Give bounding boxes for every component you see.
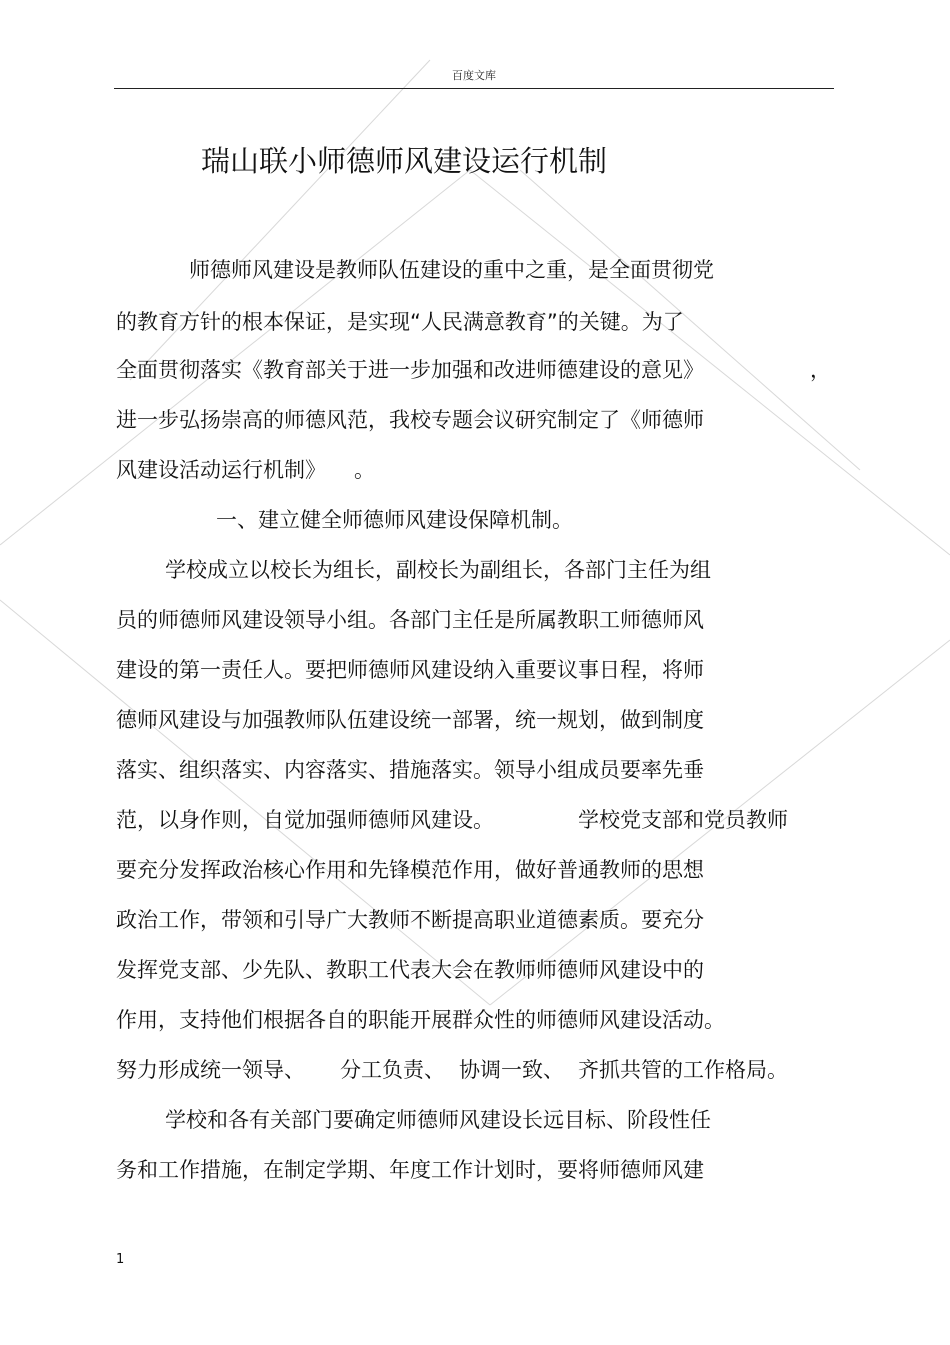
body-line-5: 风建设活动运行机制》 xyxy=(116,458,326,482)
body-line-13: 政治工作，带领和引导广大教师不断提高职业道德素质。要充分 xyxy=(116,908,704,932)
body-line-3: 全面贯彻落实《教育部关于进一步加强和改进师德建设的意见》 xyxy=(116,358,704,382)
section-heading-1: 一、建立健全师德师风建设保障机制。 xyxy=(216,508,573,532)
page-number: 1 xyxy=(116,1252,125,1267)
body-line-16: 努力形成统一领导、 xyxy=(116,1058,305,1082)
body-line-8: 建设的第一责任人。要把师德师风建设纳入重要议事日程，将师 xyxy=(116,658,704,682)
body-line-9: 德师风建设与加强教师队伍建设统一部署，统一规划，做到制度 xyxy=(116,708,704,732)
body-line-11-continuation: 学校党支部和党员教师 xyxy=(578,808,788,832)
body-line-10: 落实、组织落实、内容落实、措施落实。领导小组成员要率先垂 xyxy=(116,758,704,782)
body-line-16-part-4: 齐抓共管的工作格局。 xyxy=(578,1058,788,1082)
body-line-11: 范，以身作则，自觉加强师德师风建设。 xyxy=(116,808,494,832)
header-source-label: 百度文库 xyxy=(452,69,496,82)
body-line-6: 学校成立以校长为组长，副校长为副组长，各部门主任为组 xyxy=(165,558,711,582)
body-line-2: 的教育方针的根本保证，是实现“人民满意教育”的关键。为了 xyxy=(116,310,684,334)
body-line-15: 作用，支持他们根据各自的职能开展群众性的师德师风建设活动。 xyxy=(116,1008,725,1032)
body-line-14: 发挥党支部、少先队、教职工代表大会在教师师德师风建设中的 xyxy=(116,958,704,982)
body-line-12: 要充分发挥政治核心作用和先锋模范作用，做好普通教师的思想 xyxy=(116,858,704,882)
body-line-1: 师德师风建设是教师队伍建设的重中之重，是全面贯彻党 xyxy=(189,258,714,282)
body-line-18: 务和工作措施，在制定学期、年度工作计划时，要将师德师风建 xyxy=(116,1158,704,1182)
body-line-16-part-2: 分工负责、 xyxy=(340,1058,445,1082)
body-line-3-comma: ， xyxy=(810,358,831,382)
body-line-7: 员的师德师风建设领导小组。各部门主任是所属教职工师德师风 xyxy=(116,608,704,632)
body-line-16-part-3: 协调一致、 xyxy=(459,1058,564,1082)
body-line-4: 进一步弘扬崇高的师德风范，我校专题会议研究制定了《师德师 xyxy=(116,408,704,432)
body-line-5-period: 。 xyxy=(354,458,375,482)
page-header xyxy=(114,64,834,89)
document-title: 瑞山联小师德师风建设运行机制 xyxy=(201,144,608,178)
body-line-17: 学校和各有关部门要确定师德师风建设长远目标、阶段性任 xyxy=(165,1108,711,1132)
